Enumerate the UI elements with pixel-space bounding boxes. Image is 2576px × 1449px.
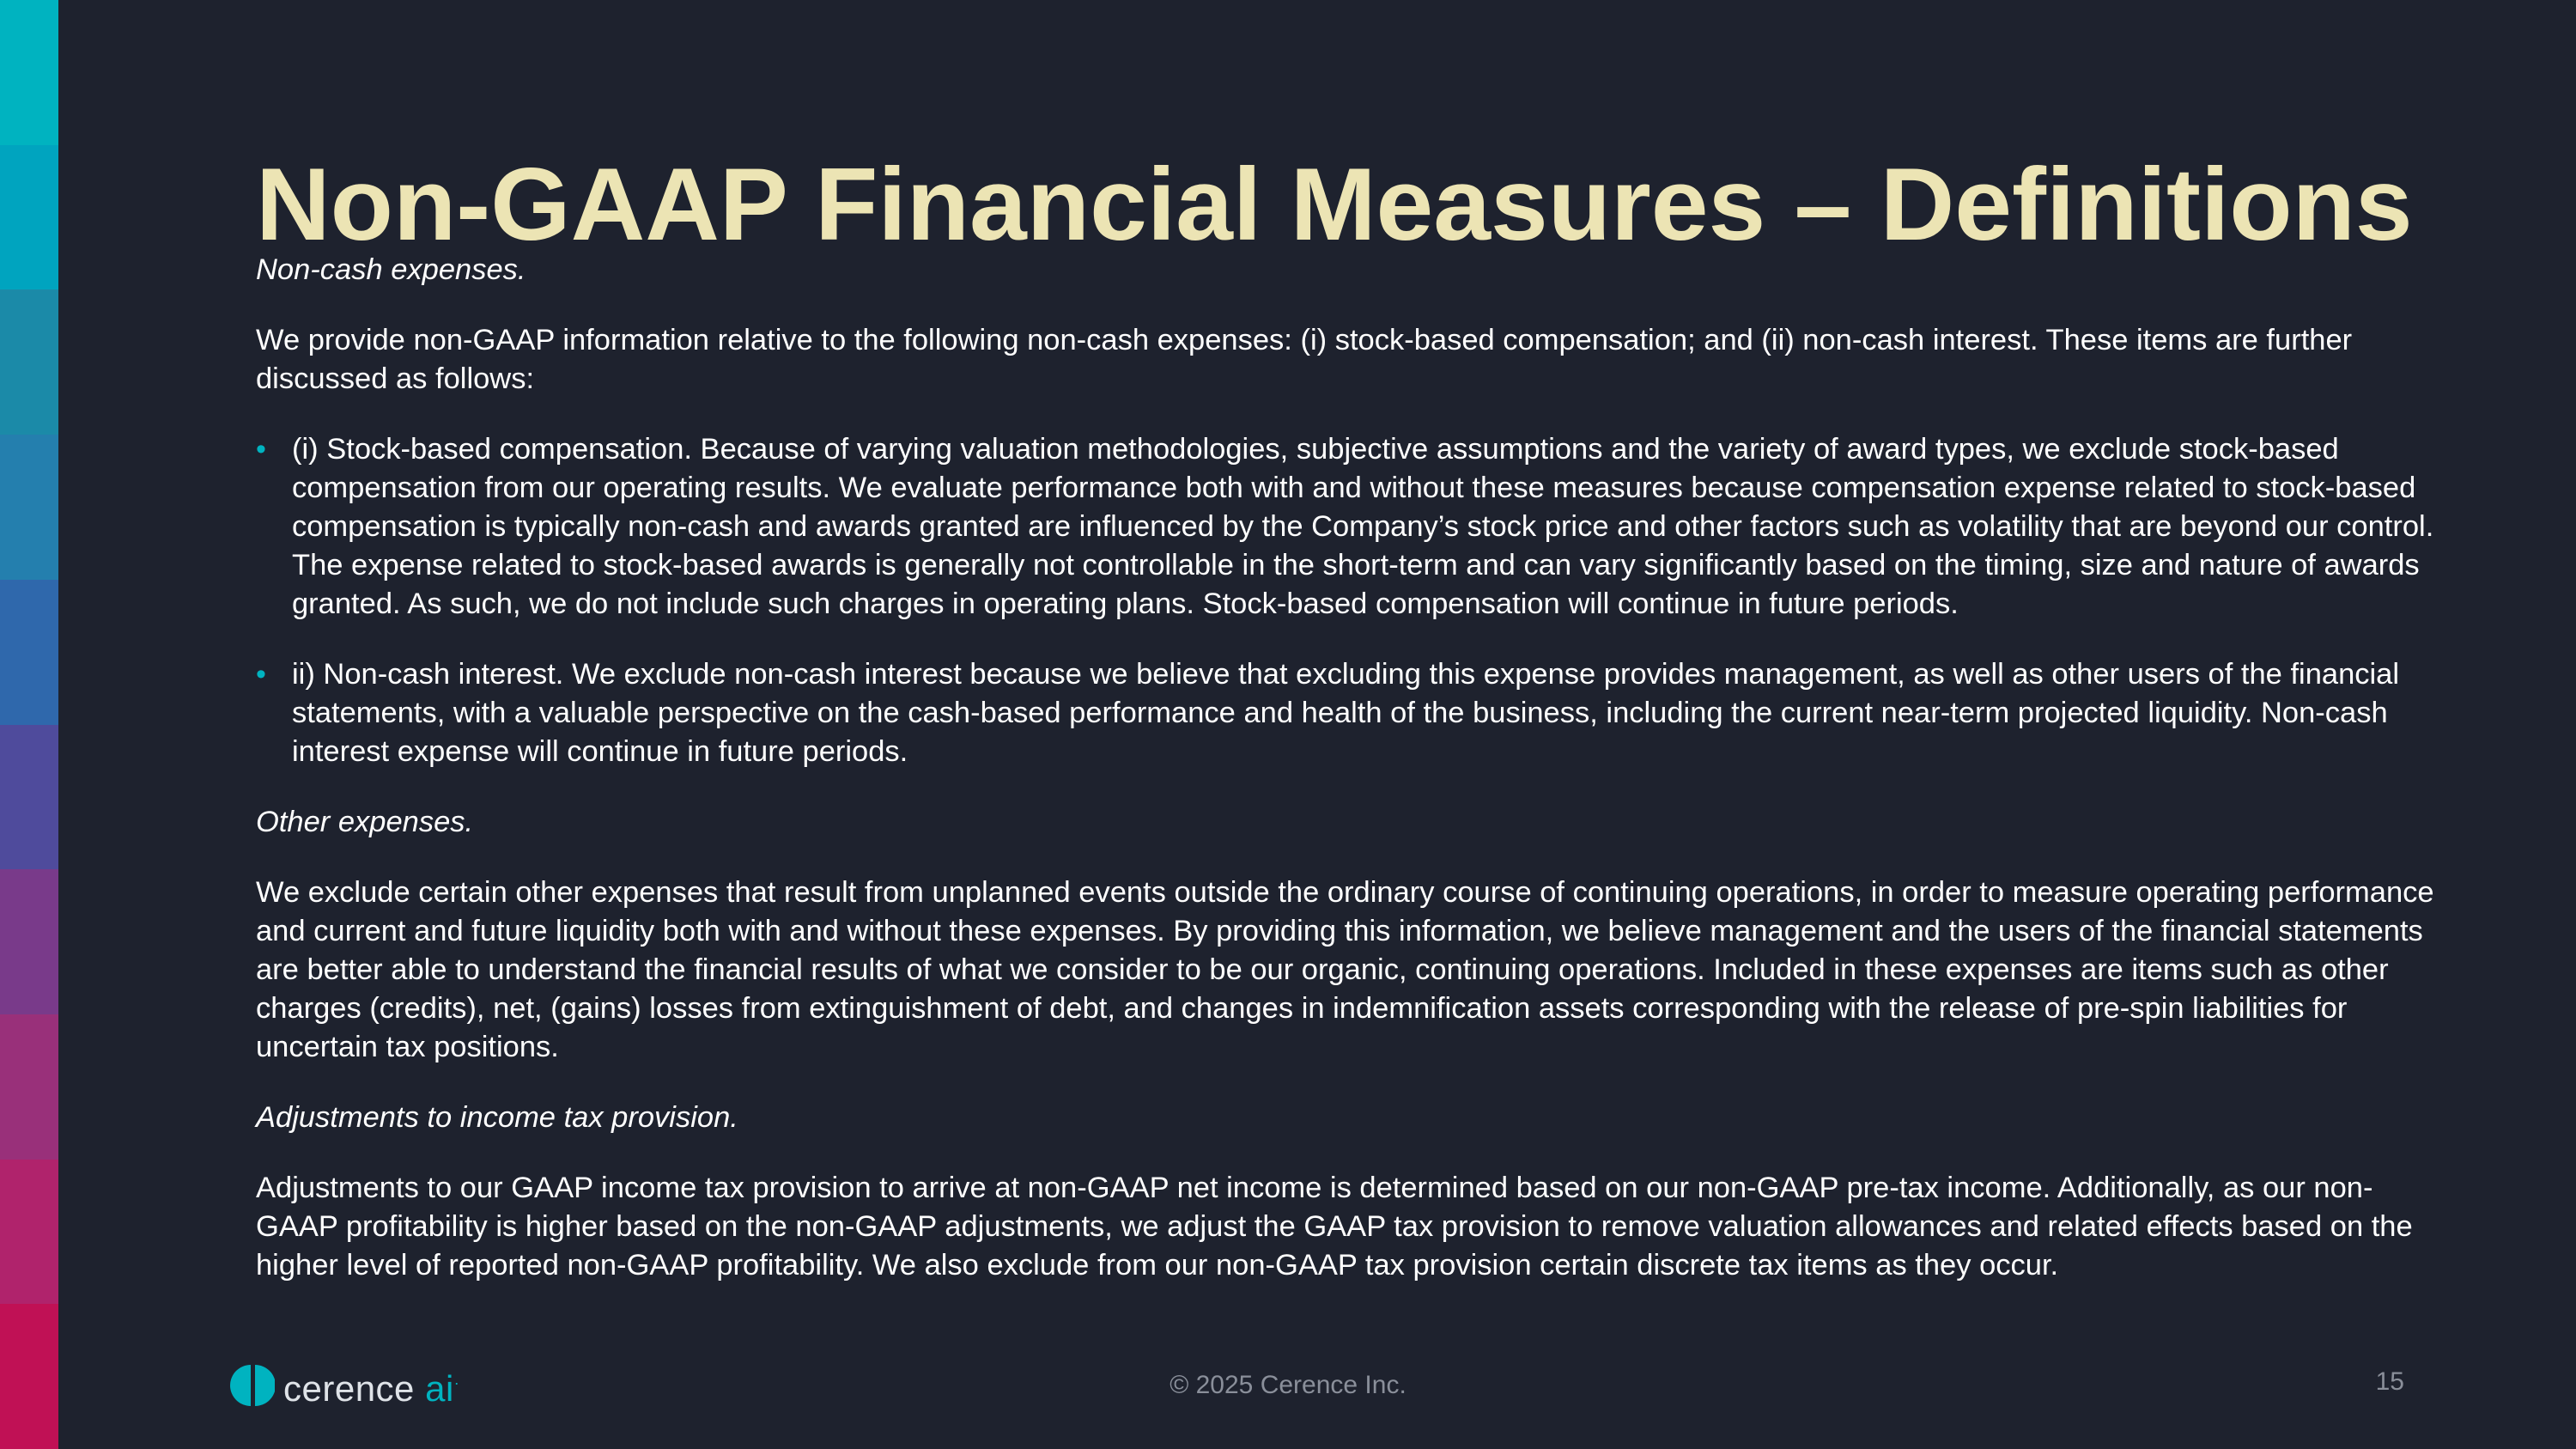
color-bar-segment: [0, 725, 58, 870]
noncash-bullet-list: [256, 430, 2454, 771]
bullet-icon: •: [256, 433, 266, 466]
list-item: [256, 655, 2454, 771]
page-number: 15: [2375, 1367, 2404, 1396]
list-item: [256, 430, 2454, 624]
slide-title: Non-GAAP Financial Measures – Definitions: [256, 147, 2413, 262]
income-tax-heading: Adjustments to income tax provision.: [256, 1101, 738, 1134]
color-bar-segment: [0, 580, 58, 725]
bullet-text-stock-based-compensation: (i) Stock-based compensation. Because of varying valuation methodologies, subjective assumptions and the variety of award types, we exclude stock-based compensation from our operating results. We evaluate performance both with and without these measures because compensation expense related to stock-based compensation is typically non-cash and awards granted are influenced by the Company’s stock price and other factors such as volatility that are beyond our control. The expense related to stock-based awards is generally not controllable in the short-term and can vary significantly based on the timing, size and nature of awards granted. As such, we do not include such charges in operating plans. Stock-based compensation will continue in future periods.: [292, 433, 2434, 620]
logo-name: cerence: [283, 1367, 415, 1409]
color-bar-segment: [0, 435, 58, 580]
color-bar-segment: [0, 1014, 58, 1160]
noncash-expenses-heading: Non-cash expenses.: [256, 253, 526, 286]
footer-copyright: © 2025 Cerence Inc.: [1170, 1371, 1406, 1399]
income-tax-body: Adjustments to our GAAP income tax provision to arrive at non-GAAP net income is determined based on our non-GAAP pre-tax income. Additionally, as our non-GAAP profitability is higher based on the non-GAAP adjustments, we adjust the GAAP tax provision to remove valuation allowances and related effects based on the higher level of reported non-GAAP profitability. We also exclude from our non-GAAP tax provision certain discrete tax items as they occur.: [256, 1172, 2413, 1282]
noncash-expenses-intro: We provide non-GAAP information relative to the following non-cash expenses: (i) stock-based compensation; and (ii) non-cash interest. These items are further discussed as follows:: [256, 324, 2353, 395]
bullet-icon: •: [256, 658, 266, 691]
other-expenses-body: We exclude certain other expenses that result from unplanned events outside the ordinary course of continuing operations, in order to measure operating performance and current and future liquidity both with and without these expenses. By providing this information, we believe management and the users of the financial statements are better able to understand the financial results of what we consider to be our organic, continuing operations. Included in these expenses are items such as other charges (credits), net, (gains) losses from extinguishment of debt, and changes in indemnification assets corresponding with the release of pre-spin liabilities for uncertain tax positions.: [256, 876, 2434, 1063]
slide-body: [256, 251, 2454, 1317]
logo-dot: ·: [453, 1373, 460, 1391]
color-bar-segment: [0, 869, 58, 1014]
other-expenses-heading: Other expenses.: [256, 806, 474, 838]
color-bar-segment: [0, 289, 58, 435]
color-bar-segment: [0, 0, 58, 145]
color-bar-segment: [0, 1160, 58, 1305]
bullet-text-non-cash-interest: ii) Non-cash interest. We exclude non-cash interest because we believe that excluding this expense provides management, as well as other users of the financial statements, with a valuable perspective on the cash-based performance and health of the business, including the current near-term projected liquidity. Non-cash interest expense will continue in future periods.: [292, 658, 2400, 768]
left-gradient-bar: [0, 0, 58, 1449]
logo-ai: ai: [425, 1367, 454, 1409]
color-bar-segment: [0, 145, 58, 290]
